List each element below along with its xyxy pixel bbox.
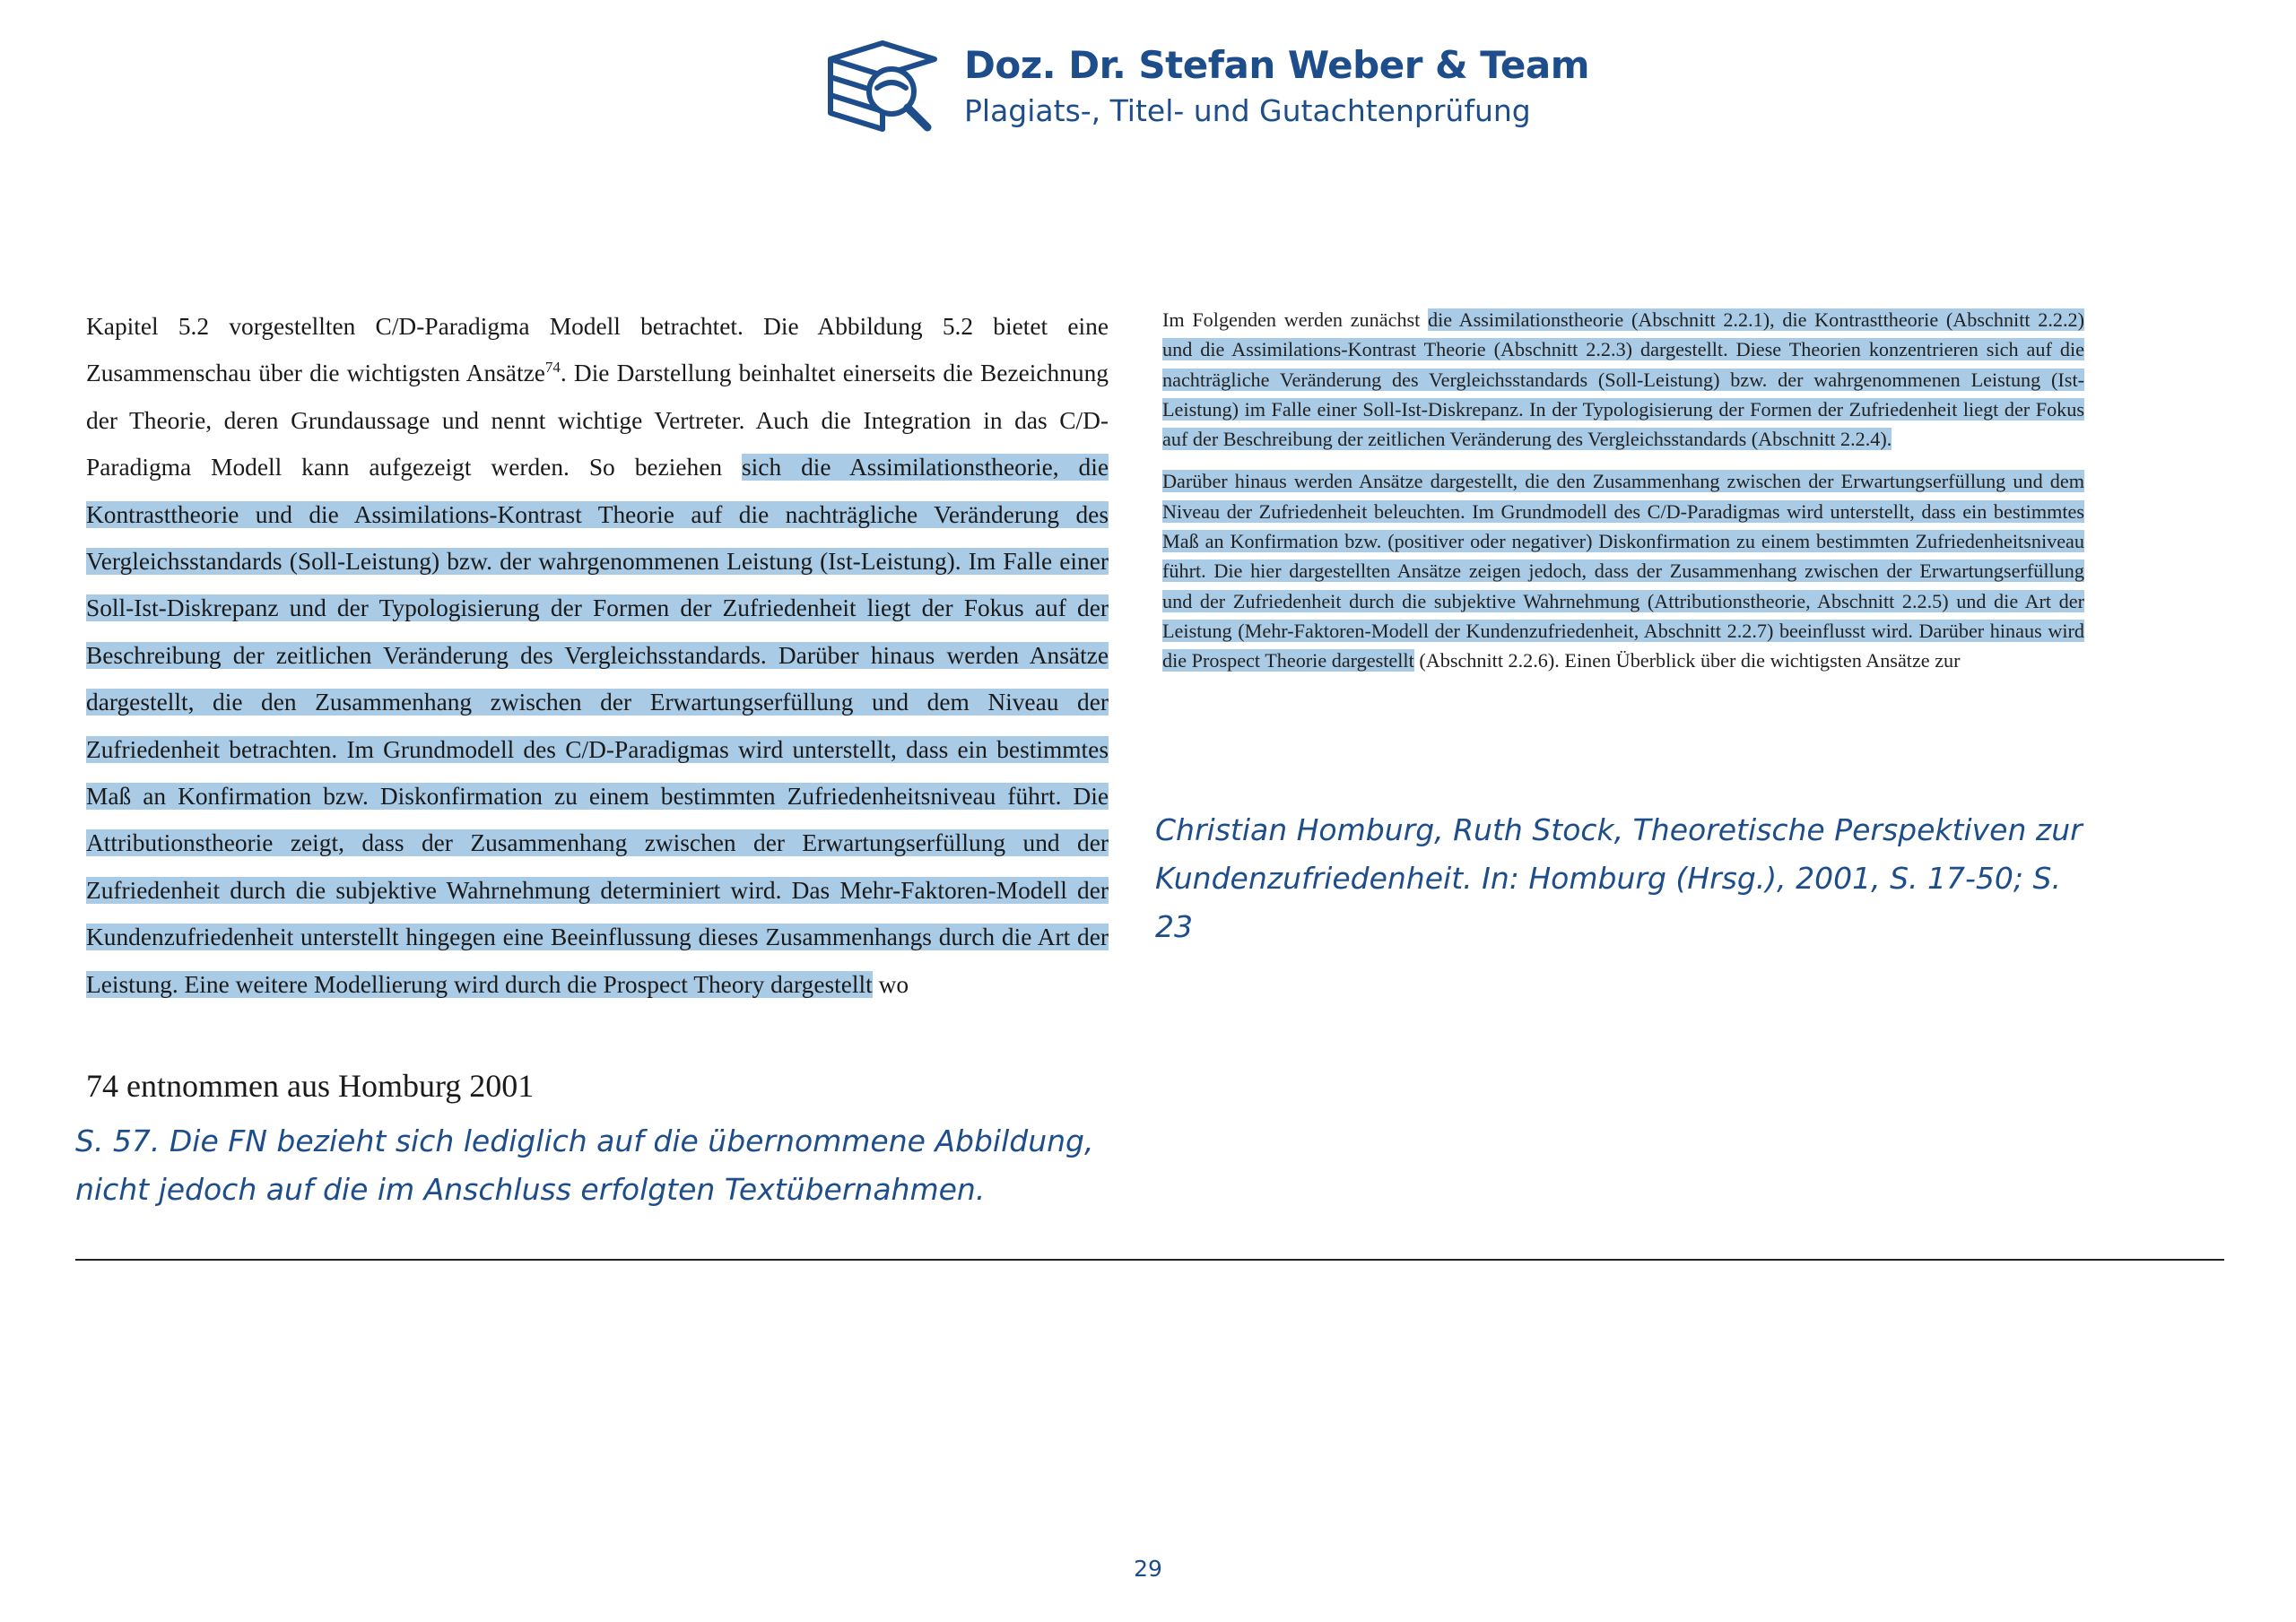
divider-line [75, 1259, 2224, 1261]
excerpt-text: Kapitel 5.2 vorgestellten C/D-Paradigma Modell betrachtet. Die Abbildung 5.2 bietet eine Zusammenschau über die wichtigsten Ansätze [86, 313, 1109, 387]
source-caption-right: Christian Homburg, Ruth Stock, Theoretische Perspektiven zur Kundenzufriedenheit. In: Homburg (Hrsg.), 2001, S. 17-50; S. 23 [1155, 812, 2083, 944]
excerpt-text: (Abschnitt 2.2.6). Einen Überblick über die wichtigsten Ansätze zur [1413, 649, 1961, 672]
excerpt-text: wo [872, 970, 909, 998]
source-paragraph [1162, 466, 2084, 675]
excerpt-text: Im Folgenden werden zunächst [1162, 308, 1429, 331]
book-magnifier-icon [825, 38, 940, 134]
highlighted-passage: die Assimilationstheorie (Abschnitt 2.2.1), die Kontrasttheorie (Abschnitt 2.2.2) und die Assimilations-Kontrast Theorie (Abschnitt 2.2.3) dargestellt. Diese Theorien konzentrieren sich auf die nachträgliche Veränderung des Vergleichsstandards (Soll-Leistung) bzw. der wahrgenommenen Leistung (Ist-Leistung) im Falle einer Soll-Ist-Diskrepanz. In der Typologisierung der Formen der Zufriedenheit liegt der Fokus auf der Beschreibung der zeitlichen Veränderung des Vergleichsstandards (Abschnitt 2.2.4). [1162, 308, 2085, 451]
page-number: 29 [1134, 1556, 1162, 1582]
highlighted-passage: Darüber hinaus werden Ansätze dargestellt, die den Zusammenhang zwischen der Erwartungserfüllung und dem Niveau der Zufriedenheit beleuchten. Im Grundmodell des C/D-Paradigmas wird unterstellt, dass ein bestimmtes Maß an Konfirmation bzw. (positiver oder negativer) Diskonfirmation zu einem bestimmten Zufriedenheitsniveau führt. Die hier dargestellten Ansätze zeigen jedoch, dass der Zusammenhang zwischen der Erwartungserfüllung und der Zufriedenheit durch die subjektive Wahrnehmung (Attributionstheorie, Abschnitt 2.2.5) und die Art der Leistung (Mehr-Faktoren-Modell der Kundenzufriedenheit, Abschnitt 2.2.7) beeinflusst wird. Darüber hinaus wird die Prospect Theorie dargestellt [1162, 470, 2084, 672]
footnote-marker: 74 [544, 359, 561, 377]
source-caption-left: S. 57. Die FN bezieht sich lediglich auf die übernommene Abbildung, nicht jedoch auf die im Anschluss erfolgten Textübernahmen. [75, 1123, 1094, 1207]
page-header [825, 34, 1589, 142]
excerpt-text: . Die Darstellung beinhaltet einerseits die Bezeichnung der Theorie, deren Grundaussage und nennt wichtige Vertreter. Auch die Integration in das C/D-Paradigma Modell kann aufgezeigt werden. So beziehen [86, 360, 1109, 481]
brand-title: Doz. Dr. Stefan Weber & Team [964, 43, 1589, 87]
source-paragraph [1162, 305, 2084, 454]
highlighted-passage: sich die Assimilationstheorie, die Kontrasttheorie und die Assimilations-Kontrast Theorie auf die nachträgliche Veränderung des Vergleichsstandards (Soll-Leistung) bzw. der wahrgenommenen Leistung (Ist-Leistung). Im Falle einer Soll-Ist-Diskrepanz und der Typologisierung der Formen der Zufriedenheit liegt der Fokus auf der Beschreibung der zeitlichen Veränderung des Vergleichsstandards. Darüber hinaus werden Ansätze dargestellt, die den Zusammenhang zwischen der Erwartungserfüllung und dem Niveau der Zufriedenheit betrachten. Im Grundmodell des C/D-Paradigmas wird unterstellt, dass ein bestimmtes Maß an Konfirmation bzw. Diskonfirmation zu einem bestimmten Zufriedenheitsniveau führt. Die Attributionstheorie zeigt, dass der Zusammenhang zwischen der Erwartungserfüllung und der Zufriedenheit durch die subjektive Wahrnehmung determiniert wird. Das Mehr-Faktoren-Modell der Kundenzufriedenheit unterstellt hingegen eine Beeinflussung dieses Zusammenhangs durch die Art der Leistung. Eine weitere Modellierung wird durch die Prospect Theory dargestellt [86, 454, 1109, 998]
scanned-excerpt-right [1162, 305, 2084, 676]
footnote-text: 74 entnommen aus Homburg 2001 [86, 1068, 535, 1104]
scanned-excerpt-left [86, 303, 1109, 1008]
brand-subtitle: Plagiats-, Titel- und Gutachtenprüfung [964, 93, 1531, 128]
